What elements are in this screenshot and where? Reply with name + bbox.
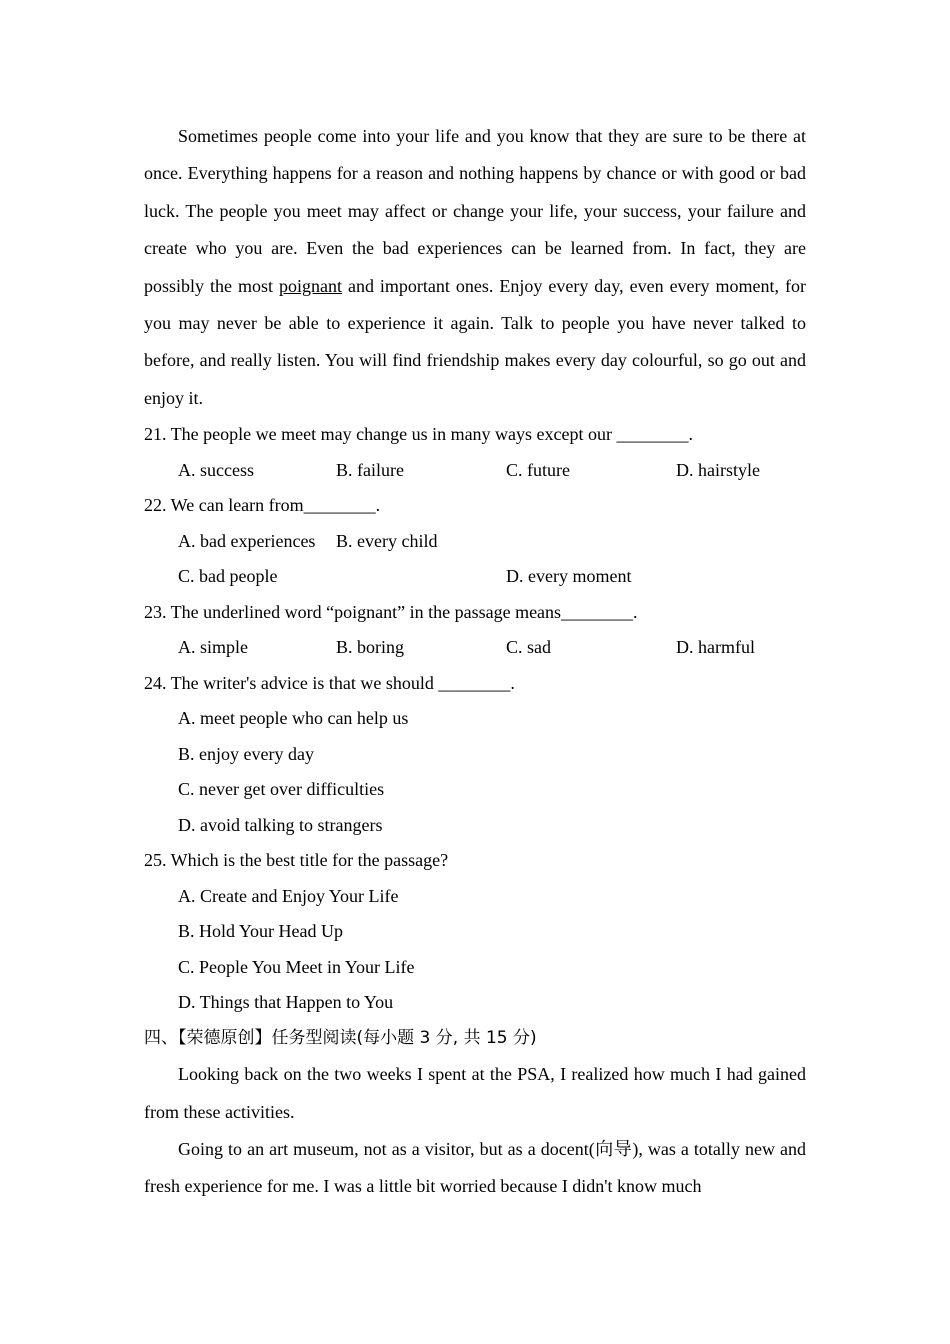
passage-text-part1: Sometimes people come into your life and you know that they are sure to be there at once. Everything happens for a reason and nothing happens by chance or with good or bad luck. The people you meet may affect or change your life, your success, your failure and create who you are. Even the bad experiences can be learned from. In fact, they are possibly the most xyxy=(144,126,806,296)
question-options xyxy=(144,453,806,489)
option-a: A. meet people who can help us xyxy=(178,708,409,729)
option-d: D. hairstyle xyxy=(676,459,760,480)
option-b: B. failure xyxy=(336,459,404,480)
question-stem: 24. The writer's advice is that we should ________. xyxy=(144,672,515,693)
question-options xyxy=(144,630,806,666)
option-c: C. never get over difficulties xyxy=(178,779,385,800)
option-b: B. boring xyxy=(336,637,405,658)
question-stem: 21. The people we meet may change us in many ways except our ________. xyxy=(144,424,694,445)
option-c: C. People You Meet in Your Life xyxy=(178,956,415,977)
option-c: C. bad people xyxy=(178,566,278,587)
section-paragraph: Going to an art museum, not as a visitor, but as a docent(向导), was a totally new and fresh experience for me. I was a little bit worried because I didn't know much xyxy=(144,1139,806,1197)
option-a: A. Create and Enjoy Your Life xyxy=(178,885,399,906)
option-d: D. Things that Happen to You xyxy=(178,992,394,1013)
option-d: D. harmful xyxy=(676,637,755,658)
option-b: B. Hold Your Head Up xyxy=(178,921,344,942)
option-b: B. every child xyxy=(336,530,438,551)
section-paragraph: Looking back on the two weeks I spent at the PSA, I realized how much I had gained from these activities. xyxy=(144,1064,806,1122)
option-d: D. avoid talking to strangers xyxy=(178,814,383,835)
passage-text-part2: and important ones. Enjoy every day, even every moment, for you may never be able to experience it again. Talk to people you have never talked to before, and really listen. You will find friendship makes every day colourful, so go out and enjoy it. xyxy=(144,275,806,408)
option-a: A. success xyxy=(178,459,254,480)
option-c: C. sad xyxy=(506,637,551,658)
option-a: A. bad experiences xyxy=(178,530,316,551)
document-page xyxy=(144,118,806,1206)
underlined-word: poignant xyxy=(278,275,342,296)
question-options xyxy=(144,559,806,595)
question-stem: 25. Which is the best title for the passage? xyxy=(144,850,449,871)
question-stem: 23. The underlined word “poignant” in the passage means________. xyxy=(144,601,638,622)
option-a: A. simple xyxy=(178,637,248,658)
reading-passage xyxy=(144,118,806,417)
option-d: D. every moment xyxy=(506,566,632,587)
question-options xyxy=(144,524,806,560)
question-stem: 22. We can learn from________. xyxy=(144,495,381,516)
option-b: B. enjoy every day xyxy=(178,743,314,764)
section-heading: 四、【荣德原创】任务型阅读(每小题 3 分, 共 15 分) xyxy=(144,1027,537,1048)
option-c: C. future xyxy=(506,459,570,480)
